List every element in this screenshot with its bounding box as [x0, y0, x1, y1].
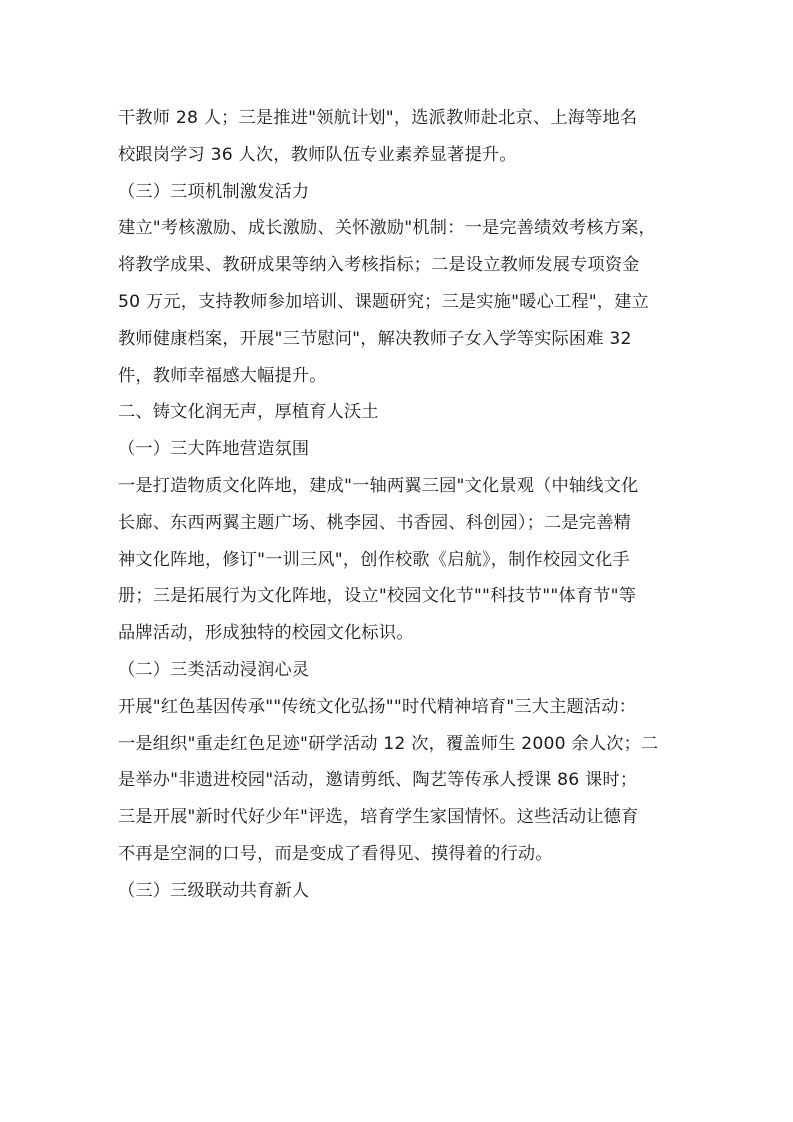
body-text-line: 是举办"非遗进校园"活动，邀请剪纸、陶艺等传承人授课 86 课时； — [118, 770, 638, 791]
body-text-line: 建立"考核激励、成长激励、关怀激励"机制：一是完善绩效考核方案， — [118, 218, 656, 239]
document-body — [118, 100, 686, 910]
section-heading: 二、铸文化润无声，厚植育人沃土 — [118, 402, 379, 423]
body-text-line: 教师健康档案，开展"三节慰问"，解决教师子女入学等实际困难 32 — [118, 328, 632, 349]
body-text-line: 三是开展"新时代好少年"评选，培育学生家国情怀。这些活动让德育 — [118, 807, 639, 828]
body-text-line: 开展"红色基因传承""传统文化弘扬""时代精神培育"三大主题活动： — [118, 696, 637, 717]
body-text-line: 干教师 28 人；三是推进"领航计划"，选派教师赴北京、上海等地名 — [118, 108, 638, 128]
subsection-heading: （一）三大阵地营造氛围 — [118, 439, 310, 460]
subsection-heading: （三）三级联动共育新人 — [118, 880, 310, 901]
body-text-line: 一是组织"重走红色足迹"研学活动 12 次，覆盖师生 2000 余人次；二 — [118, 733, 659, 754]
subsection-heading: （二）三类活动浸润心灵 — [118, 659, 310, 680]
subsection-heading: （三）三项机制激发活力 — [118, 181, 310, 202]
body-text-line: 一是打造物质文化阵地，建成"一轴两翼三园"文化景观（中轴线文化 — [118, 475, 639, 496]
body-text-line: 件，教师幸福感大幅提升。 — [118, 365, 327, 386]
body-text-line: 50 万元，支持教师参加培训、课题研究；三是实施"暖心工程"，建立 — [118, 291, 649, 312]
body-text-line: 将教学成果、教研成果等纳入考核指标；二是设立教师发展专项资金 — [118, 255, 640, 276]
body-text-line: 品牌活动，形成独特的校园文化标识。 — [118, 623, 414, 644]
body-text-line: 不再是空洞的口号，而是变成了看得见、摸得着的行动。 — [118, 843, 553, 864]
body-text-line: 长廊、东西两翼主题广场、桃李园、书香园、科创园）；二是完善精 — [118, 512, 632, 533]
body-text-line: 册；三是拓展行为文化阵地，设立"校园文化节""科技节""体育节"等 — [118, 586, 637, 607]
body-text-line: 神文化阵地，修订"一训三风"，创作校歌《启航》，制作校园文化手 — [118, 549, 630, 570]
body-text-line: 校跟岗学习 36 人次，教师队伍专业素养显著提升。 — [118, 144, 517, 165]
